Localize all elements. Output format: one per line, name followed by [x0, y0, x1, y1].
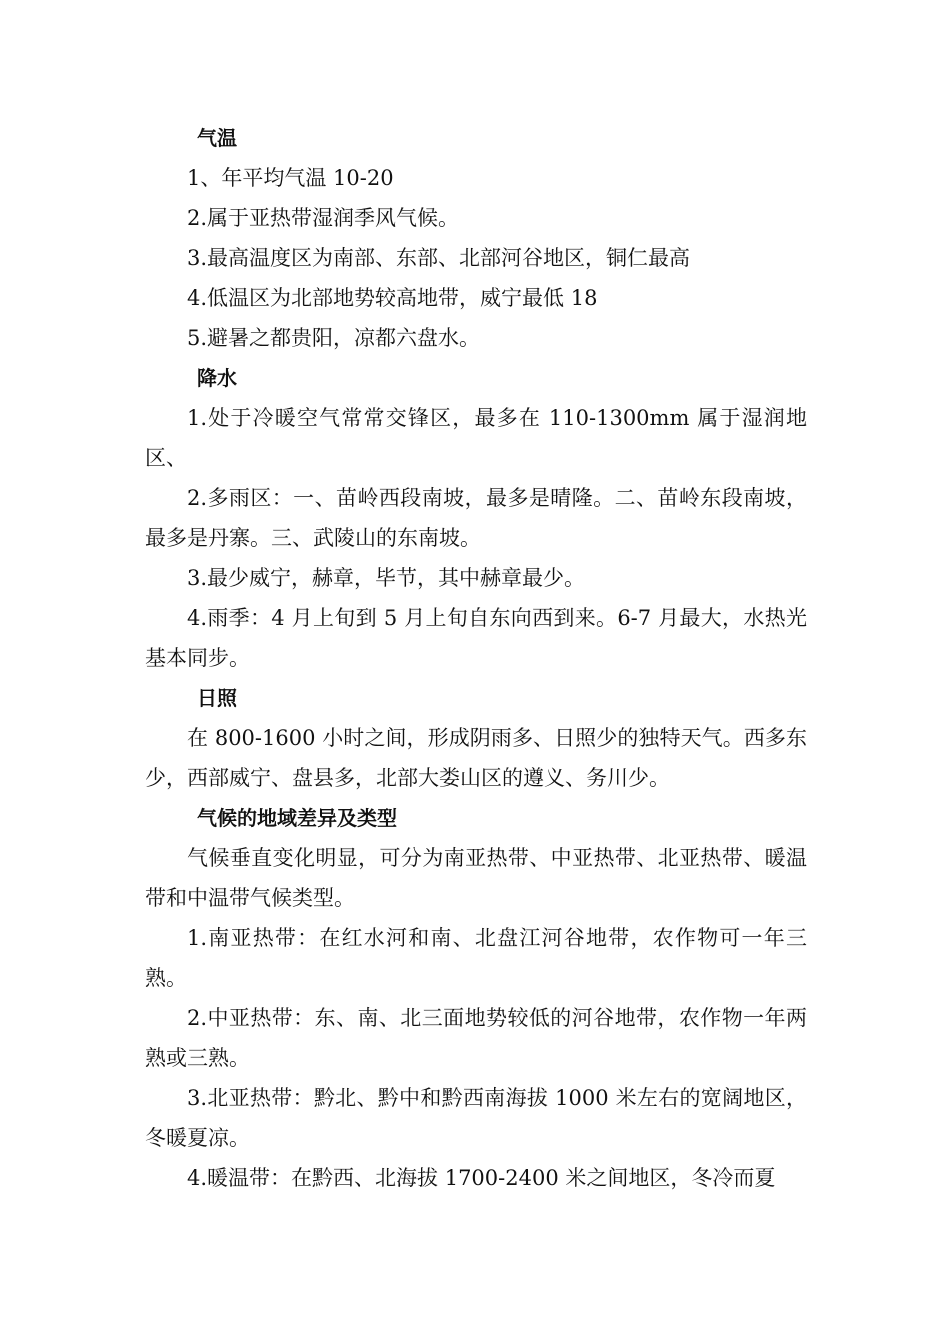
paragraph: 4.低温区为北部地势较高地带，威宁最低 18	[187, 286, 598, 310]
section-heading-temperature: 气温	[197, 126, 237, 150]
paragraph: 4.雨季：4 月上旬到 5 月上旬自东向西到来。6-7 月最大，水热光基本同步。	[145, 606, 807, 670]
paragraph: 2.多雨区：一、苗岭西段南坡，最多是晴隆。二、苗岭东段南坡，最多是丹寨。三、武陵山的东南坡。	[145, 486, 807, 550]
paragraph: 3.最高温度区为南部、东部、北部河谷地区，铜仁最高	[187, 246, 691, 270]
paragraph: 气候垂直变化明显，可分为南亚热带、中亚热带、北亚热带、暖温带和中温带气候类型。	[145, 846, 807, 910]
paragraph: 在 800-1600 小时之间，形成阴雨多、日照少的独特天气。西多东少，西部威宁、盘县多，北部大娄山区的遵义、务川少。	[145, 726, 807, 790]
paragraph: 1.南亚热带：在红水河和南、北盘江河谷地带，农作物可一年三熟。	[145, 926, 807, 990]
paragraph: 2.属于亚热带湿润季风气候。	[187, 206, 460, 230]
paragraph: 1.处于冷暖空气常常交锋区，最多在 110-1300mm 属于湿润地区、	[145, 406, 807, 470]
section-heading-precipitation: 降水	[197, 366, 237, 390]
paragraph: 1、年平均气温 10-20	[187, 166, 394, 190]
paragraph: 2.中亚热带：东、南、北三面地势较低的河谷地带，农作物一年两熟或三熟。	[145, 1006, 807, 1070]
paragraph: 3.北亚热带：黔北、黔中和黔西南海拔 1000 米左右的宽阔地区，冬暖夏凉。	[145, 1086, 807, 1150]
paragraph: 4.暖温带：在黔西、北海拔 1700-2400 米之间地区，冬冷而夏	[187, 1166, 776, 1190]
paragraph: 3.最少威宁，赫章，毕节，其中赫章最少。	[187, 566, 586, 590]
document-body	[145, 118, 807, 1198]
paragraph: 5.避暑之都贵阳，凉都六盘水。	[187, 326, 481, 350]
section-heading-climate-types: 气候的地域差异及类型	[197, 806, 397, 830]
section-heading-sunshine: 日照	[197, 686, 237, 710]
